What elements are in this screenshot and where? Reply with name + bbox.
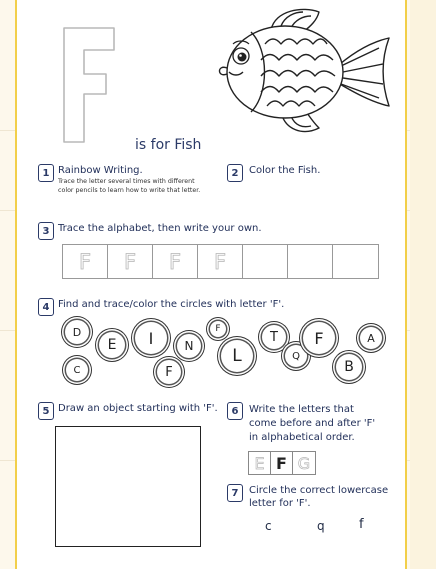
- header-caption: is for Fish: [135, 137, 202, 153]
- letter-circle[interactable]: L: [221, 340, 253, 372]
- worksheet-page: [15, 0, 407, 569]
- trace-cell[interactable]: F: [153, 245, 198, 278]
- trace-cell[interactable]: [243, 245, 288, 278]
- lowercase-option[interactable]: c: [265, 519, 272, 533]
- background-strip: [410, 0, 436, 569]
- letter-circle[interactable]: N: [177, 334, 201, 358]
- task-2-title: Color the Fish.: [249, 165, 321, 176]
- task-1-title: Rainbow Writing.: [58, 165, 143, 176]
- task-6-title: Write the letters that come before and after 'F' in alphabetical order.: [249, 404, 376, 443]
- trace-cell[interactable]: [288, 245, 333, 278]
- letter-circle[interactable]: C: [66, 359, 88, 381]
- letter-circle[interactable]: D: [65, 320, 89, 344]
- letter-circle[interactable]: F: [157, 360, 181, 384]
- task-5-title: Draw an object starting with 'F'.: [58, 403, 218, 414]
- letter-circle[interactable]: Q: [285, 345, 307, 367]
- trace-row: [62, 244, 379, 279]
- trace-cell[interactable]: [333, 245, 378, 278]
- task-5-number: 5: [38, 402, 54, 420]
- letter-circle[interactable]: F: [210, 321, 226, 337]
- letter-circle[interactable]: B: [336, 354, 362, 380]
- task-1-detail: Trace the letter several times with different color pencils to learn how to write that letter.: [58, 178, 201, 194]
- target-letter-box: F: [271, 452, 293, 474]
- task-4-number: 4: [38, 298, 54, 316]
- letter-circle[interactable]: I: [135, 322, 167, 354]
- lowercase-option[interactable]: q: [317, 519, 325, 533]
- fish-illustration: [203, 2, 393, 142]
- trace-cell[interactable]: F: [63, 245, 108, 278]
- task-3-title: Trace the alphabet, then write your own.: [58, 223, 262, 234]
- outlined-letter: [58, 24, 120, 148]
- letter-circle[interactable]: E: [99, 332, 125, 358]
- trace-cell[interactable]: F: [198, 245, 243, 278]
- alphabet-order-boxes: [248, 451, 316, 475]
- letter-before-box[interactable]: E: [249, 452, 271, 474]
- task-1-number: 1: [38, 164, 54, 182]
- task-7-title: Circle the correct lowercase letter for 'F'.: [249, 485, 389, 509]
- trace-cell[interactable]: F: [108, 245, 153, 278]
- letter-after-box[interactable]: G: [297, 453, 311, 473]
- task-6-number: 6: [227, 402, 243, 420]
- task-2-number: 2: [227, 164, 243, 182]
- drawing-area[interactable]: [55, 426, 201, 547]
- letter-circle[interactable]: T: [262, 325, 286, 349]
- task-3-number: 3: [38, 222, 54, 240]
- lowercase-option[interactable]: f: [359, 517, 364, 532]
- task-7-number: 7: [227, 484, 243, 502]
- task-4-title: Find and trace/color the circles with letter 'F'.: [58, 299, 285, 310]
- letter-circle[interactable]: F: [303, 322, 335, 354]
- letter-circle[interactable]: A: [360, 327, 382, 349]
